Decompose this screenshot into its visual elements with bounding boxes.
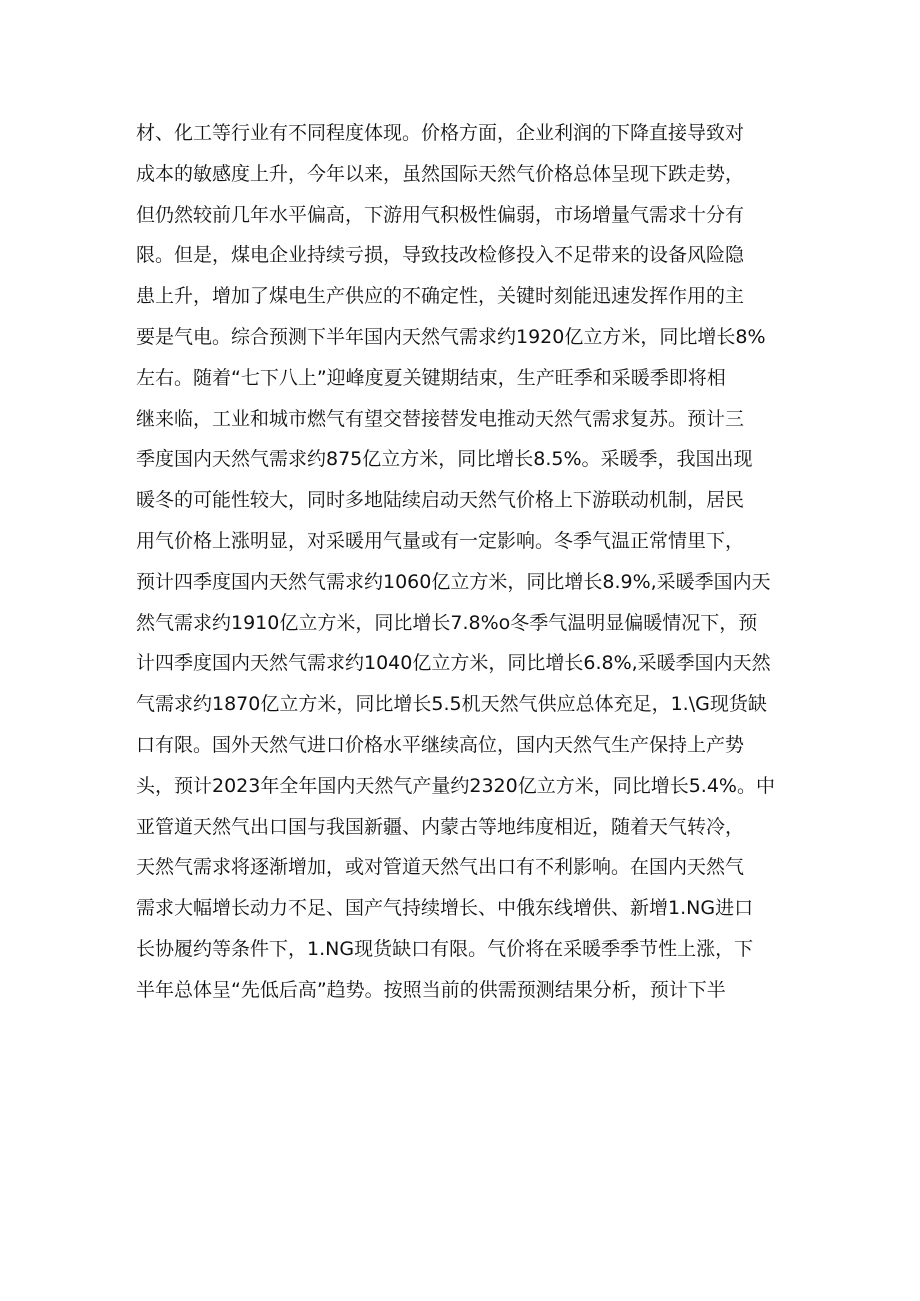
text-line: 预计四季度国内天然气需求约1060亿立方米，同比增长8.9%,采暖季国内天 (136, 570, 771, 593)
text-line: 材、化工等行业有不同程度体现。价格方面，企业利润的下降直接导致对 (136, 122, 745, 144)
text-line: 半年总体呈“先低后高”趋势。按照当前的供需预测结果分析，预计下半 (136, 978, 726, 1001)
body-paragraph (136, 113, 806, 1011)
text-line: 限。但是，煤电企业持续亏损，导致技改检修投入不足带来的设备风险隐 (136, 244, 745, 267)
text-line: 计四季度国内天然气需求约1040亿立方米，同比增长6.8%,采暖季国内天然 (136, 652, 771, 675)
text-line: 需求大幅增长动力不足、国产气持续增长、中俄东线增供、新增1.NG进口 (136, 897, 754, 920)
text-line: 口有限。国外天然气进口价格水平继续高位，国内天然气生产保持上产势 (136, 733, 745, 756)
text-line: 继来临，工业和城市燃气有望交替接替发电推动天然气需求复苏。预计三 (136, 407, 745, 430)
text-line: 用气价格上涨明显，对采暖用气量或有一定影响。冬季气温正常情里下， (136, 529, 745, 552)
text-line: 季度国内天然气需求约875亿立方米，同比增长8.5%。采暖季，我国出现 (136, 448, 753, 471)
text-line: 成本的敏感度上升，今年以来，虽然国际天然气价格总体呈现下跌走势， (136, 162, 745, 185)
text-line: 气需求约1870亿立方米，同比增长5.5机天然气供应总体充足，1.\G现货缺 (136, 693, 767, 716)
text-line: 天然气需求将逐渐增加，或对管道天然气出口有不利影响。在国内天然气 (136, 856, 745, 879)
text-line: 但仍然较前几年水平偏高，下游用气积极性偏弱，市场增量气需求十分有 (136, 203, 745, 226)
text-line: 暖冬的可能性较大，同时多地陆续启动天然气价格上下游联动机制，居民 (136, 489, 745, 512)
text-line: 左右。随着“七下八上”迎峰度夏关键期结束，生产旺季和采暖季即将相 (136, 366, 726, 389)
text-line: 亚管道天然气出口国与我国新疆、内蒙古等地纬度相近，随着天气转冷， (136, 815, 745, 838)
text-line: 然气需求约1910亿立方米，同比增长7.8%o冬季气温明显偏暖情况下，预 (136, 611, 758, 634)
text-line: 要是气电。综合预测下半年国内天然气需求约1920亿立方米，同比增长8% (136, 325, 766, 348)
text-line: 头，预计2023年全年国内天然气产量约2320亿立方米，同比增长5.4%。中 (136, 774, 775, 797)
text-line: 长协履约等条件下，1.NG现货缺口有限。气价将在采暖季季节性上涨，下 (136, 937, 754, 960)
text-line: 患上升，增加了煤电生产供应的不确定性，关键时刻能迅速发挥作用的主 (136, 285, 745, 308)
